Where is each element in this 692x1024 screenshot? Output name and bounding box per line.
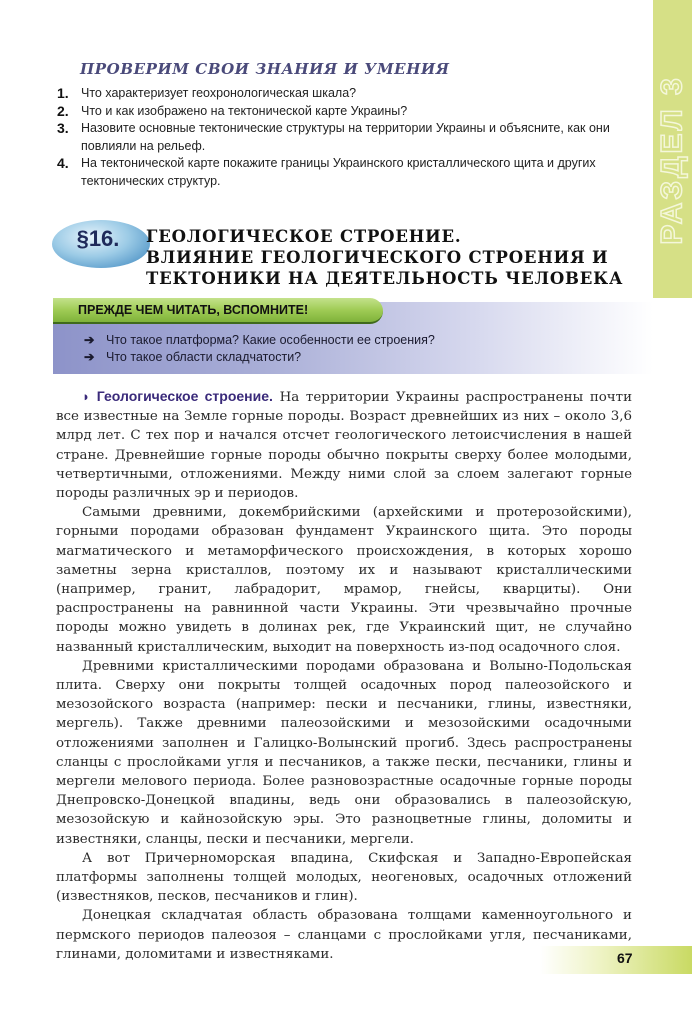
section-title-line: ВЛИЯНИЕ ГЕОЛОГИЧЕСКОГО СТРОЕНИЯ И xyxy=(146,248,609,267)
body-text xyxy=(56,387,632,964)
body-paragraph xyxy=(56,387,632,503)
question-item xyxy=(57,85,637,103)
recall-item-text: Что такое платформа? Какие особенности ее строения? xyxy=(106,333,435,347)
arrow-right-icon: ➔ xyxy=(84,350,95,364)
section-label: РАЗДЕЛ 3 xyxy=(655,75,689,245)
paragraph-text: На территории Украины распространены почти все известные на Земле горные породы. Возраст древнейших из них – около 3,6 млрд лет. С тех пор и начался отсчет геологического летоисчисления в нашей стране. Древнейшие горные породы обычно покрыты сверху более молодыми, четвертичными, отложениями. Между ними слой за слоем залегают горные породы различных эр и периодов. xyxy=(56,390,632,502)
paragraph-number: §16. xyxy=(76,226,120,251)
paragraph-number-badge xyxy=(52,220,150,268)
body-paragraph: А вот Причерноморская впадина, Скифская и Западно-Европейская платформы заполнены толщей молодых, неогеновых, осадочных отложений (известняков, песков, песчаников и глин). xyxy=(56,850,632,905)
section-title-line: ТЕКТОНИКИ НА ДЕЯТЕЛЬНОСТЬ ЧЕЛОВЕКА xyxy=(146,269,624,288)
subsection-heading: Геологическое строение. xyxy=(96,388,273,404)
page-number-band xyxy=(540,946,692,974)
recall-list xyxy=(84,332,435,366)
recall-heading: ПРЕЖДЕ ЧЕМ ЧИТАТЬ, ВСПОМНИТЕ! xyxy=(78,303,309,317)
arrow-right-icon: ➔ xyxy=(84,333,95,347)
section-title-line: ГЕОЛОГИЧЕСКОЕ СТРОЕНИЕ. xyxy=(146,227,462,246)
question-text: На тектонической карте покажите границы Украинского кристаллического щита и других тектонических структур. xyxy=(81,156,596,188)
bullet-marker-icon: ◗ xyxy=(82,389,91,404)
question-text: Назовите основные тектонические структуры на территории Украины и объясните, как они повлияли на рельеф. xyxy=(81,121,610,153)
body-paragraph: Древними кристаллическими породами образована и Волыно-Подольская плита. Сверху они покрыты толщей осадочных пород палеозойского и мезозойского возраста (например: пески и песчаники, глины, известняки, мергель). Также древними палеозойскими и мезозойскими осадочными отложениями заполнен и Галицко-Волынский прогиб. Здесь распространены сланцы с прослойками угля и песчаников, а также пески, песчаники, глины и мергели мелового периода. Более разновозрастные осадочные горные породы Днепровско-Донецкой впадины, ведь они образовались в палеозойскую, мезозойскую и кайнозойскую эры. Это разноцветные глины, доломиты и известняки, сланцы, пески и песчаники, мергели. xyxy=(56,658,632,847)
question-item xyxy=(57,155,637,190)
recall-heading-pill xyxy=(53,298,383,324)
question-item xyxy=(57,103,637,121)
question-item xyxy=(57,120,637,155)
page-number: 67 xyxy=(617,950,633,966)
recall-item xyxy=(84,332,435,349)
question-number: 3. xyxy=(57,120,69,136)
question-text: Что характеризует геохронологическая шкала? xyxy=(81,86,357,100)
section-side-tab xyxy=(653,0,692,298)
recall-item-text: Что такое области складчатости? xyxy=(106,350,302,364)
body-paragraph: Самыми древними, докембрийскими (архейскими и протерозойскими), горными породами образован фундамент Украинского щита. Это породы магматического и метаморфического происхождения, в которых хорошо заметны зерна кристаллов, поэтому их и называют кристаллическими (например, гранит, лабрадорит, мрамор, гнейсы, кварциты). Они распространены на равнинной части Украины. Эти чрезвычайно прочные породы можно увидеть в долинах рек, где Украинский щит, не случайно названный кристаллическим, выходит на поверхность из-под осадочного слоя. xyxy=(56,505,632,655)
section-title xyxy=(146,226,626,289)
question-text: Что и как изображено на тектонической карте Украины? xyxy=(81,103,408,118)
review-questions xyxy=(57,85,637,190)
body-paragraph: Донецкая складчатая область образована толщами каменноугольного и пермского периодов палеозоя – сланцами с прослойками угля, песчаниками, глинами, доломитами и известняками. xyxy=(56,908,632,962)
review-heading: ПРОВЕРИМ СВОИ ЗНАНИЯ И УМЕНИЯ xyxy=(80,60,450,78)
question-number: 2. xyxy=(57,102,69,119)
question-number: 4. xyxy=(57,155,69,171)
question-number: 1. xyxy=(57,85,69,101)
recall-item xyxy=(84,349,435,366)
